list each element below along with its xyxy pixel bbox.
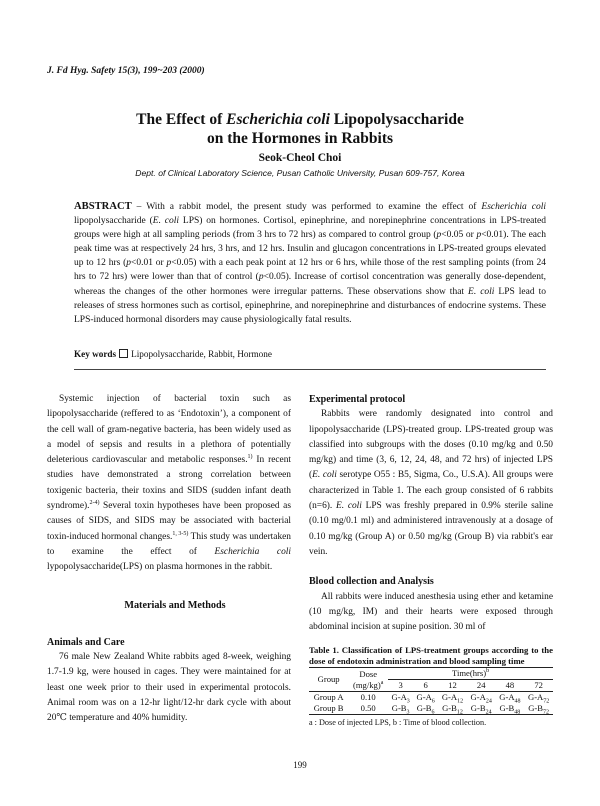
subheading-blood: Blood collection and Analysis bbox=[309, 576, 434, 588]
protocol-paragraph: Rabbits were randomly designated into control and lipopolysaccharide (LPS)-treated group. LPS-treated group was classified into subgroups with the doses (0.10 mg/kg and 0.50 mg/kg) and time (3, 6, 12, 24, 48, and 72 hrs) of injected LPS (E. coli serotype O55 : B5, Sigma, Co., U.S.A). All groups were characterized in Table 1. The each group consisted of 6 rabbits (n=6). E. coli LPS was freshly prepared in 0.9% sterile saline (0.10 mg/0.1 ml) and administered intravenously at a dosage of 0.10 mg/kg (Group A) or 0.50 mg/kg (Group B) via rabbit's ear vein. bbox=[309, 409, 553, 557]
abstract-label: ABSTRACT bbox=[74, 201, 132, 212]
subheading-protocol: Experimental protocol bbox=[309, 394, 406, 405]
abstract: ABSTRACT – With a rabbit model, the present study was performed to examine the effect of Escherichia coli lipopolysaccharide (E. coli LPS) on hormones. Cortisol, epinephrine, and norepinephrine concentrations in LPS-treated groups were high at all sampling periods (from 3 hrs to 72 hrs) as compared to control group (p<0.05 or p<0.01). The each peak time was at respectively 24 hrs, 3 hrs, and 12 hrs. Insulin and glucagon concentrations in LPS-treated groups elevated up to 12 hrs (p<0.01 or p<0.05) with a each peak point at 12 hrs or 6 hrs, while those of the rest sampling points (from 24 hrs to 72 hrs) were lower than that of control (p<0.05). Increase of cortisol concentration was generally dose-dependent, whereas the changes of the other hormones were irregular patterns. These observations show that E. coli LPS lead to releases of stress hormones such as cortisol, epinephrine, and norepinephrine and disturbances of endocrine systems. These LPS-induced hormonal disorders may cause physiologically fatal results. bbox=[74, 201, 546, 325]
journal-header: J. Fd Hyg. Safety 15(3), 199~203 (2000) bbox=[47, 66, 205, 76]
right-column bbox=[309, 392, 553, 731]
keywords-label: Key words bbox=[74, 349, 117, 359]
table-cell-code: $G-A_{12}$ bbox=[438, 692, 467, 704]
table-cell-code: $G-B_{72}$ bbox=[524, 703, 553, 715]
left-column bbox=[47, 392, 291, 727]
table-cell-code: $G-B_6$ bbox=[413, 703, 438, 715]
paper-title: The Effect of Escherichia coli Lipopolysaccharide on the Hormones in Rabbits bbox=[136, 111, 464, 147]
blood-paragraph: All rabbits were induced anesthesia using ether and ketamine (10 mg/kg, IM) and their hearts were exposed through abdominal incision at supine position. 30 ml of bbox=[309, 591, 553, 633]
table-cell-dose: 0.10 bbox=[348, 692, 388, 704]
table-header-time-value: 24 bbox=[476, 680, 486, 691]
table-cell-code: $G-A_6$ bbox=[413, 692, 438, 704]
table-cell-code: $G-B_{12}$ bbox=[438, 703, 467, 715]
table-header-time-value: 3 bbox=[398, 680, 403, 691]
table-header-time-value: 72 bbox=[534, 680, 543, 691]
table-cell-code: $G-B_3$ bbox=[388, 703, 413, 715]
table-header-group: Group bbox=[309, 668, 348, 692]
intro-paragraph: Systemic injection of bacterial toxin such as lipopolysaccharide (reffered to as ‘Endotoxin’), a component of the cell wall of gram-negative bacteria, has been widely used as a model of sepsis and results in a plethora of potentially deleterious cardiovascular and metabolic responses.$^{1)}$ In recent studies have demonstrated a strong correlation between toxigenic bacteria, their toxins and SIDS (sudden infant death syndrome).$^{2-4)}$ Several toxin hypotheses have been proposed as causes of SIDS, and SIDS may be associated with bacterial toxin-induced hormonal changes.$^{1, 3-5)}$ This study was undertaken to examine the effect of Escherichia coli lypopolysaccharide(LPS) on plasma hormones in the rabbit. bbox=[47, 394, 291, 573]
page-number: 199 bbox=[293, 760, 307, 770]
animals-paragraph: 76 male New Zealand White rabbits aged 8-week, weighing 1.7-1.9 kg, were housed in cages. They were maintained for at least one week prior to their used in experimental protocols. Animal room was on a 12-hr light/12-hr dark cycle with about 20℃ temperature and 40% humidity. bbox=[47, 652, 291, 724]
table-cell-dose: 0.50 bbox=[348, 703, 388, 715]
keywords bbox=[74, 349, 546, 359]
table-cell-code: $G-A_{48}$ bbox=[496, 692, 525, 704]
table-header-dose: Dose bbox=[348, 668, 388, 680]
table-header-time-value: 12 bbox=[448, 680, 457, 691]
table-cell-group: Group B bbox=[309, 703, 348, 715]
keywords-text: Lipopolysaccharide, Rabbit, Hormone bbox=[131, 349, 272, 359]
table-cell-group: Group A bbox=[309, 692, 348, 704]
section-heading-methods: Materials and Methods bbox=[124, 599, 226, 611]
table-header-time: Time(hrs)$^b$ bbox=[388, 668, 553, 680]
author-name: Seok-Cheol Choi bbox=[258, 152, 342, 164]
table-cell-code: $G-B_{48}$ bbox=[496, 703, 525, 715]
table-row bbox=[309, 692, 553, 704]
table-header-dose-unit: $(mg/kg)^a$ bbox=[353, 680, 384, 691]
checkbox-square-icon bbox=[119, 349, 128, 358]
table-caption: Table 1. Classification of LPS-treatment groups according to the dose of endotoxin administration and blood sampling time bbox=[309, 645, 553, 667]
table-cell-code: $G-A_{72}$ bbox=[524, 692, 553, 704]
table-row bbox=[309, 703, 553, 715]
classification-table bbox=[309, 667, 553, 715]
table-header-time-value: 48 bbox=[505, 680, 515, 691]
table-cell-code: $G-A_3$ bbox=[388, 692, 413, 704]
author-affiliation: Dept. of Clinical Laboratory Science, Pusan Catholic University, Pusan 609-757, Korea bbox=[135, 168, 465, 178]
subheading-animals: Animals and Care bbox=[47, 636, 125, 648]
table-header-time-value: 6 bbox=[423, 680, 428, 691]
table-footnote: a : Dose of injected LPS, b : Time of blood collection. bbox=[309, 718, 487, 728]
table-cell-code: $G-B_{24}$ bbox=[467, 703, 496, 715]
abstract-divider bbox=[74, 369, 546, 370]
table-cell-code: $G-A_{24}$ bbox=[467, 692, 496, 704]
